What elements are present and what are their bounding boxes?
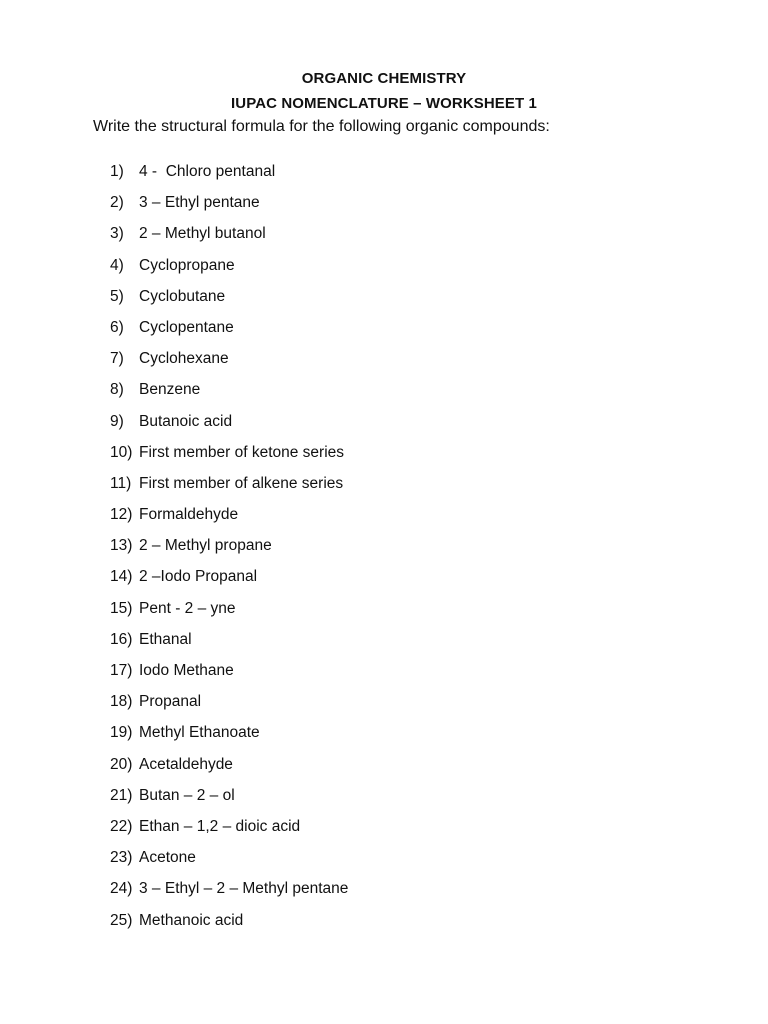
item-text: Propanal: [139, 693, 202, 711]
compound-list: [110, 160, 348, 940]
item-number: 9): [110, 412, 124, 430]
item-number: 14): [110, 568, 133, 586]
list-item: [110, 721, 348, 752]
item-text: First member of alkene series: [139, 474, 344, 492]
item-number: 5): [110, 287, 124, 305]
document-subtitle: IUPAC NOMENCLATURE – WORKSHEET 1: [231, 95, 537, 112]
item-text: 2 –Iodo Propanal: [139, 568, 258, 586]
item-text: Methanoic acid: [139, 911, 244, 929]
item-text: Ethan – 1,2 – dioic acid: [139, 817, 301, 835]
item-text: 3 – Ethyl – 2 – Methyl pentane: [139, 880, 349, 898]
list-item: [110, 441, 348, 472]
item-number: 1): [110, 163, 124, 180]
item-number: 12): [110, 506, 133, 524]
item-number: 3): [110, 225, 124, 243]
item-text: 4 - Chloro pentanal: [139, 163, 276, 180]
item-text: 2 – Methyl butanol: [139, 225, 266, 243]
item-text: Acetone: [139, 849, 196, 867]
item-text: Cyclopentane: [139, 318, 234, 336]
list-item: [110, 534, 348, 565]
item-number: 20): [110, 755, 133, 773]
list-item: [110, 628, 348, 659]
list-item: [110, 347, 348, 378]
item-text: Benzene: [139, 381, 201, 399]
item-number: 16): [110, 630, 133, 648]
item-text: Pent - 2 – yne: [139, 599, 236, 617]
item-text: First member of ketone series: [139, 443, 345, 461]
list-item: [110, 877, 348, 908]
instruction-text: Write the structural formula for the following organic compounds:: [93, 118, 550, 135]
list-item: [110, 316, 348, 347]
list-item: [110, 191, 348, 222]
item-number: 2): [110, 194, 124, 212]
list-item: [110, 659, 348, 690]
item-number: 11): [110, 474, 132, 492]
list-item: [110, 378, 348, 409]
item-number: 24): [110, 880, 133, 898]
list-item: [110, 160, 348, 191]
item-number: 25): [110, 911, 133, 929]
item-number: 22): [110, 817, 133, 835]
list-item: [110, 254, 348, 285]
item-text: 2 – Methyl propane: [139, 537, 272, 555]
item-number: 7): [110, 350, 124, 368]
item-text: Cyclopropane: [139, 256, 235, 274]
list-item: [110, 285, 348, 316]
list-item: [110, 503, 348, 534]
list-item: [110, 753, 348, 784]
item-number: 4): [110, 256, 124, 274]
list-item: [110, 222, 348, 253]
item-number: 15): [110, 599, 133, 617]
item-number: 23): [110, 849, 133, 867]
item-number: 13): [110, 537, 133, 555]
item-text: Cyclohexane: [139, 350, 229, 368]
item-text: Cyclobutane: [139, 287, 226, 305]
list-item: [110, 597, 348, 628]
item-text: Acetaldehyde: [139, 755, 233, 773]
item-number: 18): [110, 693, 133, 711]
item-number: 17): [110, 662, 133, 679]
item-text: 3 – Ethyl pentane: [139, 194, 260, 212]
list-item: [110, 784, 348, 815]
list-item: [110, 690, 348, 721]
item-number: 19): [110, 724, 133, 742]
list-item: [110, 472, 348, 503]
item-number: 8): [110, 381, 124, 399]
item-text: Iodo Methane: [139, 662, 234, 679]
item-number: 6): [110, 318, 124, 336]
item-text: Methyl Ethanoate: [139, 724, 260, 742]
item-number: 10): [110, 443, 133, 461]
document-title: ORGANIC CHEMISTRY: [301, 70, 467, 87]
item-text: Butanoic acid: [139, 412, 233, 430]
list-item: [110, 565, 348, 596]
item-text: Butan – 2 – ol: [139, 786, 235, 804]
list-item: [110, 909, 348, 940]
list-item: [110, 846, 348, 877]
item-number: 21): [110, 786, 133, 804]
item-text: Ethanal: [139, 630, 192, 648]
list-item: [110, 815, 348, 846]
list-item: [110, 410, 348, 441]
item-text: Formaldehyde: [139, 506, 239, 524]
